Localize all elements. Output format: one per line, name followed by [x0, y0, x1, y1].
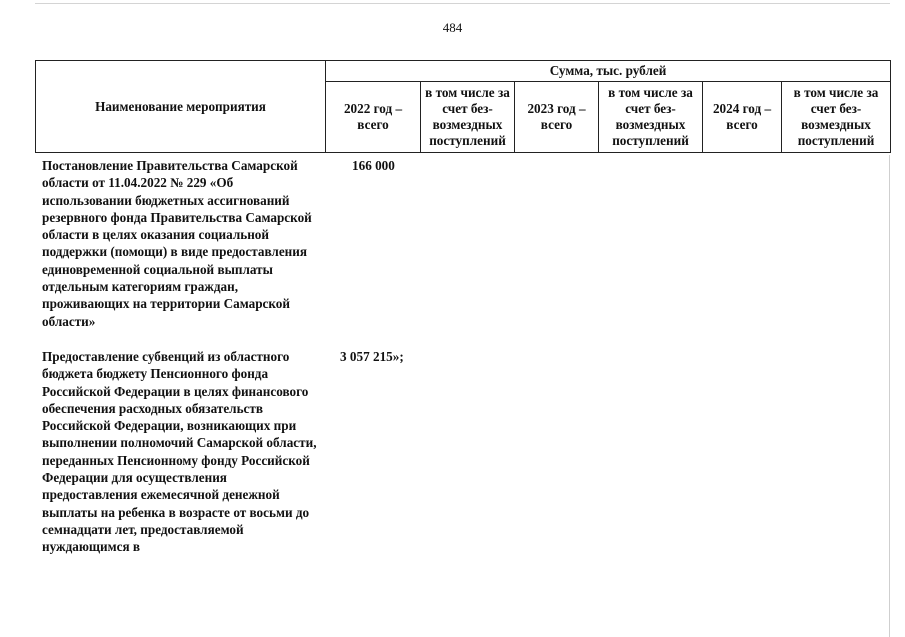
header-2022-total: 2022 год – всего [326, 82, 421, 153]
page-top-rule [35, 3, 890, 4]
header-sum-group: Сумма, тыс. рублей [326, 61, 891, 82]
row-activity-name: Предоставление субвенций из областного бюджета бюджету Пенсионного фонда Российской Федерации в целях финансового обеспечения расходных обязательств Российской Федерации, возникающих при выполнении полномочий Самарской области, переданных Пенсионному фонду Российской Федерации для осуществления предоставления ежемесячной денежной выплаты на ребенка в возрасте от восьми до семнадцати лет, предоставляемой нуждающимся в [42, 349, 317, 555]
table-right-border [889, 155, 890, 637]
header-2024-total: 2024 год – всего [703, 82, 782, 153]
header-2024-gratuitous: в том числе за счет без-возмездных поступлений [782, 82, 891, 153]
row-amount-2022: 166 000 [352, 158, 395, 173]
page-number: 484 [442, 20, 463, 35]
header-2023-gratuitous: в том числе за счет без-возмездных поступлений [599, 82, 703, 153]
header-name-column: Наименование мероприятия [36, 61, 326, 153]
row-amount-2022: 3 057 215»; [340, 349, 404, 364]
table-header [35, 60, 891, 153]
header-2023-total: 2023 год – всего [515, 82, 599, 153]
header-2022-gratuitous: в том числе за счет без-возмездных поступлений [421, 82, 515, 153]
row-activity-name: Постановление Правительства Самарской области от 11.04.2022 № 229 «Об использовании бюджетных ассигнований резервного фонда Правительства Самарской области в целях оказания социальной поддержки (помощи) в виде предоставления единовременной социальной выплаты отдельным категориям граждан, проживающих на территории Самарской области» [42, 158, 312, 329]
